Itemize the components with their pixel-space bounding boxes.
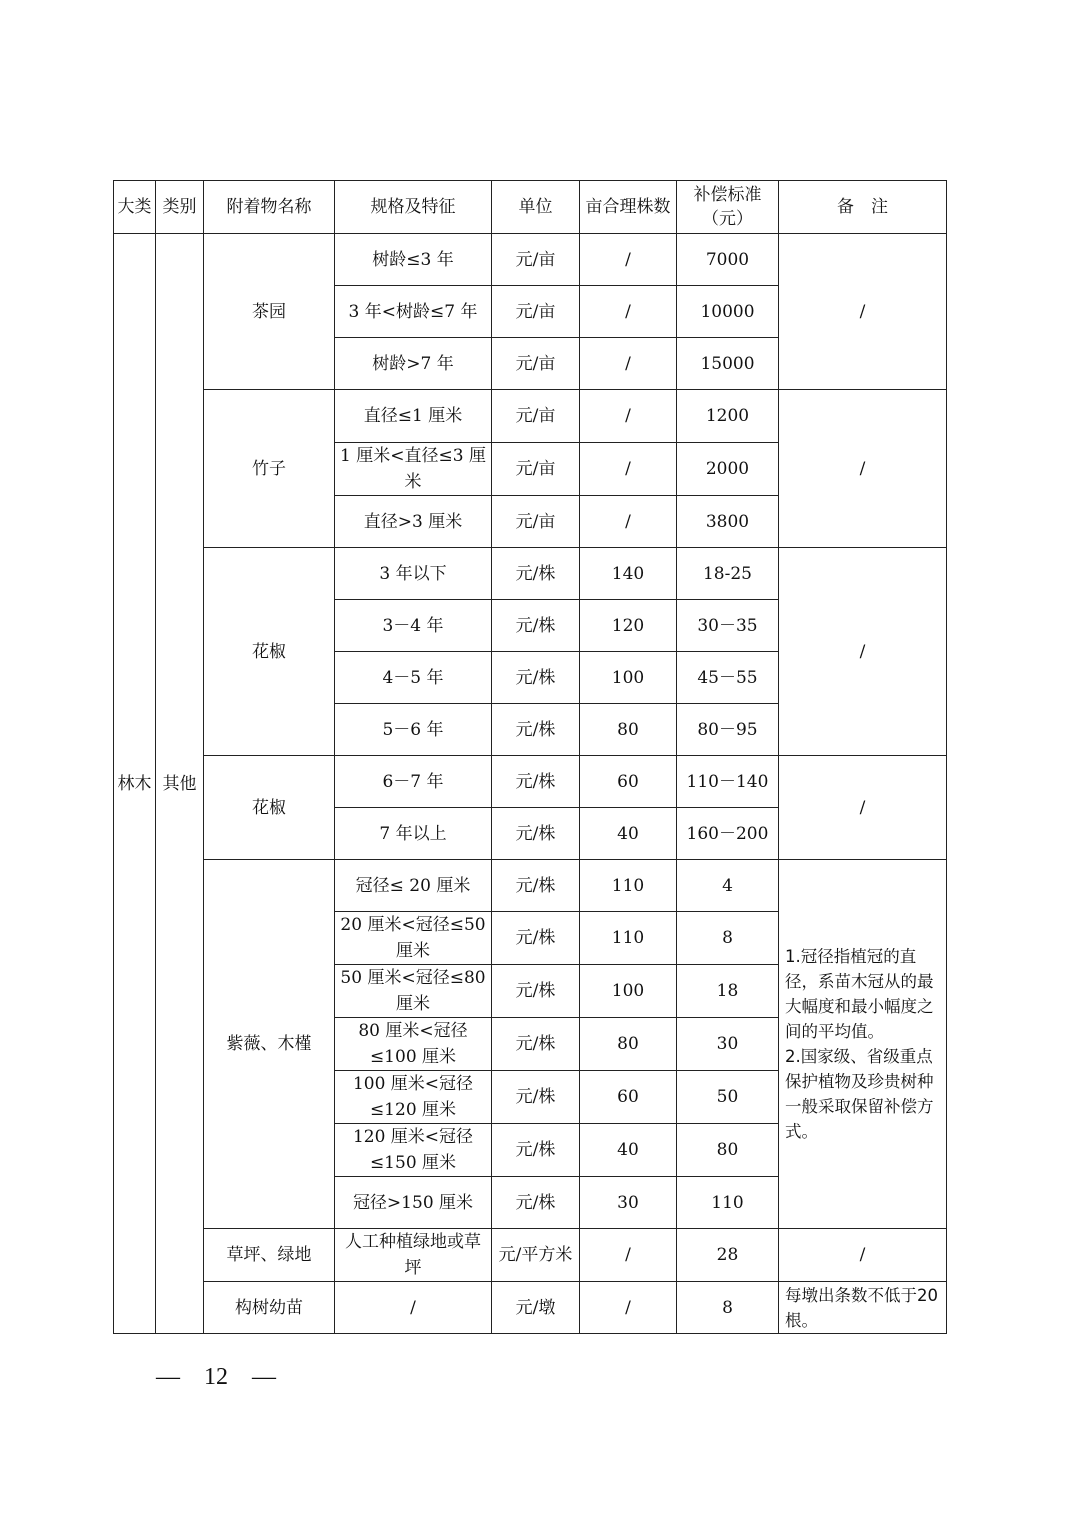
standard-cell: 8 [677, 912, 779, 965]
spec-cell: 冠径≤ 20 厘米 [335, 860, 492, 912]
unit-cell: 元/株 [492, 756, 580, 808]
standard-cell: 160－200 [677, 808, 779, 860]
table-row [114, 548, 947, 600]
category-cell: 其他 [156, 234, 204, 1334]
spec-cell: 冠径>150 厘米 [335, 1177, 492, 1229]
table-row [114, 234, 947, 286]
density-cell: / [580, 1282, 677, 1334]
standard-cell: 80 [677, 1124, 779, 1177]
density-cell: 80 [580, 704, 677, 756]
standard-cell: 18 [677, 965, 779, 1018]
unit-cell: 元/株 [492, 808, 580, 860]
unit-cell: 元/株 [492, 1018, 580, 1071]
spec-cell: 3 年以下 [335, 548, 492, 600]
spec-cell: / [335, 1282, 492, 1334]
spec-cell: 80 厘米<冠径≤100 厘米 [335, 1018, 492, 1071]
header-name: 附着物名称 [204, 181, 335, 234]
unit-cell: 元/墩 [492, 1282, 580, 1334]
item-name-cell: 茶园 [204, 234, 335, 390]
standard-cell: 3800 [677, 496, 779, 548]
density-cell: 80 [580, 1018, 677, 1071]
standard-cell: 45－55 [677, 652, 779, 704]
density-cell: 100 [580, 652, 677, 704]
remark-cell: / [779, 390, 947, 548]
standard-cell: 8 [677, 1282, 779, 1334]
standard-cell: 4 [677, 860, 779, 912]
header-unit: 单位 [492, 181, 580, 234]
spec-cell: 树龄≤3 年 [335, 234, 492, 286]
unit-cell: 元/亩 [492, 338, 580, 390]
spec-cell: 树龄>7 年 [335, 338, 492, 390]
density-cell: 60 [580, 1071, 677, 1124]
standard-cell: 2000 [677, 443, 779, 496]
unit-cell: 元/株 [492, 704, 580, 756]
spec-cell: 直径>3 厘米 [335, 496, 492, 548]
header-density: 亩合理株数 [580, 181, 677, 234]
header-standard: 补偿标准（元） [677, 181, 779, 234]
unit-cell: 元/株 [492, 860, 580, 912]
item-name-cell: 竹子 [204, 390, 335, 548]
density-cell: / [580, 443, 677, 496]
unit-cell: 元/亩 [492, 443, 580, 496]
spec-cell: 50 厘米<冠径≤80 厘米 [335, 965, 492, 1018]
density-cell: / [580, 390, 677, 443]
density-cell: / [580, 286, 677, 338]
spec-cell: 100 厘米<冠径≤120 厘米 [335, 1071, 492, 1124]
remark-cell: / [779, 548, 947, 756]
header-remark: 备 注 [779, 181, 947, 234]
density-cell: 140 [580, 548, 677, 600]
density-cell: / [580, 338, 677, 390]
item-name-cell: 花椒 [204, 756, 335, 860]
spec-cell: 7 年以上 [335, 808, 492, 860]
table-row [114, 860, 947, 912]
standard-cell: 10000 [677, 286, 779, 338]
density-cell: 120 [580, 600, 677, 652]
unit-cell: 元/株 [492, 1071, 580, 1124]
unit-cell: 元/平方米 [492, 1229, 580, 1282]
unit-cell: 元/株 [492, 652, 580, 704]
density-cell: / [580, 1229, 677, 1282]
item-name-cell: 花椒 [204, 548, 335, 756]
unit-cell: 元/亩 [492, 234, 580, 286]
table-row [114, 756, 947, 808]
major-category-cell: 林木 [114, 234, 156, 1334]
header-row [114, 181, 947, 234]
density-cell: / [580, 234, 677, 286]
spec-cell: 3－4 年 [335, 600, 492, 652]
standard-cell: 80－95 [677, 704, 779, 756]
standard-cell: 15000 [677, 338, 779, 390]
spec-cell: 20 厘米<冠径≤50 厘米 [335, 912, 492, 965]
spec-cell: 3 年<树龄≤7 年 [335, 286, 492, 338]
unit-cell: 元/亩 [492, 286, 580, 338]
unit-cell: 元/株 [492, 600, 580, 652]
standard-cell: 30－35 [677, 600, 779, 652]
density-cell: 100 [580, 965, 677, 1018]
standard-cell: 110 [677, 1177, 779, 1229]
standard-cell: 28 [677, 1229, 779, 1282]
density-cell: / [580, 496, 677, 548]
density-cell: 110 [580, 912, 677, 965]
spec-cell: 1 厘米<直径≤3 厘米 [335, 443, 492, 496]
standard-cell: 110－140 [677, 756, 779, 808]
spec-cell: 直径≤1 厘米 [335, 390, 492, 443]
compensation-table [113, 180, 947, 1334]
density-cell: 40 [580, 808, 677, 860]
table-row [114, 1282, 947, 1334]
unit-cell: 元/株 [492, 548, 580, 600]
unit-cell: 元/株 [492, 912, 580, 965]
unit-cell: 元/株 [492, 1124, 580, 1177]
item-name-cell: 紫薇、木槿 [204, 860, 335, 1229]
standard-cell: 1200 [677, 390, 779, 443]
item-name-cell: 草坪、绿地 [204, 1229, 335, 1282]
density-cell: 40 [580, 1124, 677, 1177]
density-cell: 30 [580, 1177, 677, 1229]
standard-cell: 30 [677, 1018, 779, 1071]
header-category: 类别 [156, 181, 204, 234]
table-row [114, 1229, 947, 1282]
standard-cell: 18-25 [677, 548, 779, 600]
standard-cell: 50 [677, 1071, 779, 1124]
page-number: — 12 — [156, 1364, 276, 1390]
spec-cell: 5－6 年 [335, 704, 492, 756]
unit-cell: 元/亩 [492, 496, 580, 548]
remark-cell: / [779, 234, 947, 390]
standard-cell: 7000 [677, 234, 779, 286]
unit-cell: 元/株 [492, 1177, 580, 1229]
header-major-category: 大类 [114, 181, 156, 234]
spec-cell: 120 厘米<冠径≤150 厘米 [335, 1124, 492, 1177]
spec-cell: 人工种植绿地或草坪 [335, 1229, 492, 1282]
unit-cell: 元/株 [492, 965, 580, 1018]
density-cell: 110 [580, 860, 677, 912]
header-spec: 规格及特征 [335, 181, 492, 234]
spec-cell: 4－5 年 [335, 652, 492, 704]
remark-note-cell: 每墩出条数不低于20根。 [779, 1282, 947, 1334]
item-name-cell: 构树幼苗 [204, 1282, 335, 1334]
density-cell: 60 [580, 756, 677, 808]
spec-cell: 6－7 年 [335, 756, 492, 808]
remark-cell: / [779, 1229, 947, 1282]
unit-cell: 元/亩 [492, 390, 580, 443]
table-row [114, 390, 947, 443]
remark-note-cell: 1.冠径指植冠的直径，系苗木冠从的最大幅度和最小幅度之间的平均值。 2.国家级、省级重点保护植物及珍贵树种一般采取保留补偿方式。 [779, 860, 947, 1229]
remark-cell: / [779, 756, 947, 860]
